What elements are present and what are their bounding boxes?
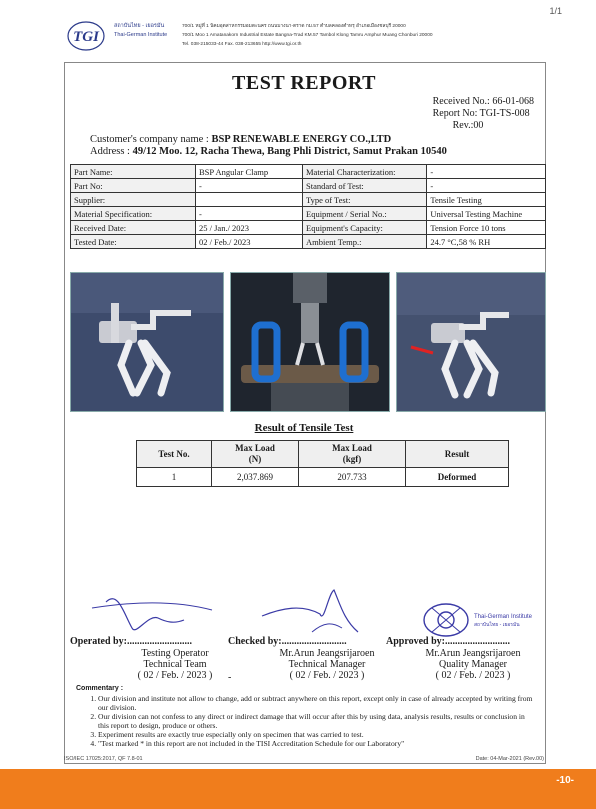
field-label: Part Name: — [71, 165, 196, 179]
field-value: - — [427, 179, 546, 193]
photo-during-test — [230, 272, 390, 412]
form-date: Date: 04-Mar-2021 (Rev.00) — [475, 756, 544, 762]
customer-address: 49/12 Moo. 12, Racha Thewa, Bang Phli District, Samut Prakan 10540 — [132, 146, 447, 157]
footer-bar — [0, 769, 596, 809]
report-no: Report No: TGI-TS-008 — [432, 108, 530, 119]
column-header: Test No. — [137, 441, 212, 468]
commentary-list — [76, 694, 536, 748]
tgi-stamp-icon — [424, 604, 468, 636]
table-row — [303, 179, 546, 193]
field-label: Material Characterization: — [303, 165, 427, 179]
checker-role: Technical Manager — [288, 659, 366, 670]
report-title: TEST REPORT — [232, 72, 376, 94]
list-item: 2. Our division can not confess to any direct or indirect damage that will occur after this by using data, analysis results, results or conclusion in this report to design, produce or others. — [98, 712, 536, 730]
approver-signature-block — [408, 648, 538, 681]
table-row — [71, 165, 303, 179]
commentary-label: Commentary : — [76, 685, 124, 692]
report-header — [62, 14, 546, 58]
photo-after-test — [396, 272, 546, 412]
address-en: 700/1 Moo 1 Amatanakorn Industrial Estate Bangna-Trad KM.57 Tambol Klong Tamru Amphur Muang Chonburi 20000 — [182, 33, 433, 38]
list-item: 3. Experiment results are exactly true especially only on specimen that was carried to test. — [98, 730, 536, 739]
column-header: Max Load (kgf) — [299, 441, 406, 468]
field-value: BSP Angular Clamp — [196, 165, 303, 179]
approver-date: ( 02 / Feb. / 2023 ) — [435, 670, 511, 681]
form-code: ISO/IEC 17025:2017, QF 7.8-01 — [64, 756, 143, 762]
result-header-row — [137, 441, 509, 468]
field-label: Material Specification: — [71, 207, 196, 221]
customer-info — [90, 134, 447, 158]
checker-name: Mr.Arun Jeangsrijaroen — [279, 648, 375, 659]
column-header: Result — [406, 441, 509, 468]
signatures-section — [62, 584, 546, 694]
list-item: 1. Our division and institute not allow to change, add or subtract anywhere on this report, except only in case of already accepted by writing from our division. — [98, 694, 536, 712]
field-value: Universal Testing Machine — [427, 207, 546, 221]
checker-signature-block — [262, 648, 392, 681]
revision: Rev.:00 — [452, 120, 484, 131]
page-counter: 1/1 — [549, 6, 562, 16]
field-label: Equipment / Serial No.: — [303, 207, 427, 221]
institute-names — [114, 22, 167, 40]
clamp-before-image — [71, 273, 223, 411]
checked-by-label: Checked by:.......................... — [228, 636, 347, 647]
stamp-text: Thai-German Institute — [474, 614, 533, 620]
customer-name: BSP RENEWABLE ENERGY CO.,LTD — [211, 134, 392, 145]
field-value: - — [196, 179, 303, 193]
result-cell: 1 — [137, 468, 212, 487]
field-value: 24.7 °C,58 % RH — [427, 235, 546, 249]
test-info-table — [302, 164, 546, 249]
checker-date: ( 02 / Feb. / 2023 ) — [289, 670, 365, 681]
field-label: Tested Date: — [71, 235, 196, 249]
table-row — [303, 165, 546, 179]
result-table — [136, 440, 509, 487]
testing-machine-image — [231, 273, 389, 411]
field-label: Standard of Test: — [303, 179, 427, 193]
stamp-text-th: สถาบันไทย - เยอรมัน — [474, 622, 520, 628]
signature-marks — [62, 584, 546, 644]
commentary-section — [76, 684, 536, 748]
table-row — [71, 207, 303, 221]
test-report-document — [62, 14, 546, 762]
address-label: Address : — [90, 146, 130, 157]
field-label: Supplier: — [71, 193, 196, 207]
column-header: Max Load (N) — [212, 441, 299, 468]
operator-role: Technical Team — [143, 659, 207, 670]
institute-name-th: สถาบันไทย - เยอรมัน — [114, 23, 165, 29]
approved-by-label: Approved by:.......................... — [386, 636, 510, 647]
field-label: Type of Test: — [303, 193, 427, 207]
table-row — [71, 179, 303, 193]
field-value: Tension Force 10 tons — [427, 221, 546, 235]
table-row — [137, 468, 509, 487]
table-row — [71, 193, 303, 207]
address-th: 700/1 หมู่ที่ 1 นิคมอุตสาหกรรมอมตะนคร ถนนบางนา-ตราด กม.57 ตำบลคลองตำหรุ อำเภอเมืองชลบุรี 20000 — [182, 24, 406, 29]
field-value: - — [196, 207, 303, 221]
field-value — [196, 193, 303, 207]
tgi-logo-icon — [66, 18, 106, 54]
field-label: Equipment's Capacity: — [303, 221, 427, 235]
field-label: Ambient Temp.: — [303, 235, 427, 249]
report-numbers — [433, 96, 534, 132]
table-row — [303, 221, 546, 235]
operator-name: Testing Operator — [141, 648, 209, 659]
operator-signature-block — [120, 648, 230, 681]
field-value: 02 / Feb./ 2023 — [196, 235, 303, 249]
clamp-after-image — [397, 273, 545, 411]
svg-text:TGI: TGI — [73, 29, 99, 45]
result-cell: 2,037.869 — [212, 468, 299, 487]
table-row — [303, 207, 546, 221]
separator-dash: - — [228, 672, 232, 683]
operated-by-label: Operated by:.......................... — [70, 636, 192, 647]
received-no: Received No.: 66-01-068 — [432, 96, 534, 107]
table-row — [303, 235, 546, 249]
table-row — [71, 235, 303, 249]
approver-role: Quality Manager — [438, 659, 508, 670]
specimen-info-table — [70, 164, 303, 249]
field-value: 25 / Jan./ 2023 — [196, 221, 303, 235]
specimen-photos — [70, 272, 546, 410]
table-row — [71, 221, 303, 235]
field-label: Part No: — [71, 179, 196, 193]
operator-date: ( 02 / Feb. / 2023 ) — [137, 670, 213, 681]
result-cell: Deformed — [406, 468, 509, 487]
list-item: 4. "Test marked * in this report are not included in the TISI Accreditation Schedule for our Laboratory" — [98, 739, 536, 748]
field-label: Received Date: — [71, 221, 196, 235]
result-cell: 207.733 — [299, 468, 406, 487]
result-title: Result of Tensile Test — [254, 422, 354, 434]
field-value: - — [427, 165, 546, 179]
page-number: -10- — [556, 775, 574, 786]
approver-name: Mr.Arun Jeangsrijaroen — [425, 648, 521, 659]
customer-label: Customer's company name : — [90, 134, 209, 145]
institute-address — [182, 22, 433, 49]
photo-before-test — [70, 272, 224, 412]
field-value: Tensile Testing — [427, 193, 546, 207]
contact-line: Tel. 038-215033-44 Fax. 038-213655 http://www.tgi.or.th — [182, 42, 302, 47]
institute-name-en: Thai-German Institute — [114, 32, 168, 38]
table-row — [303, 193, 546, 207]
